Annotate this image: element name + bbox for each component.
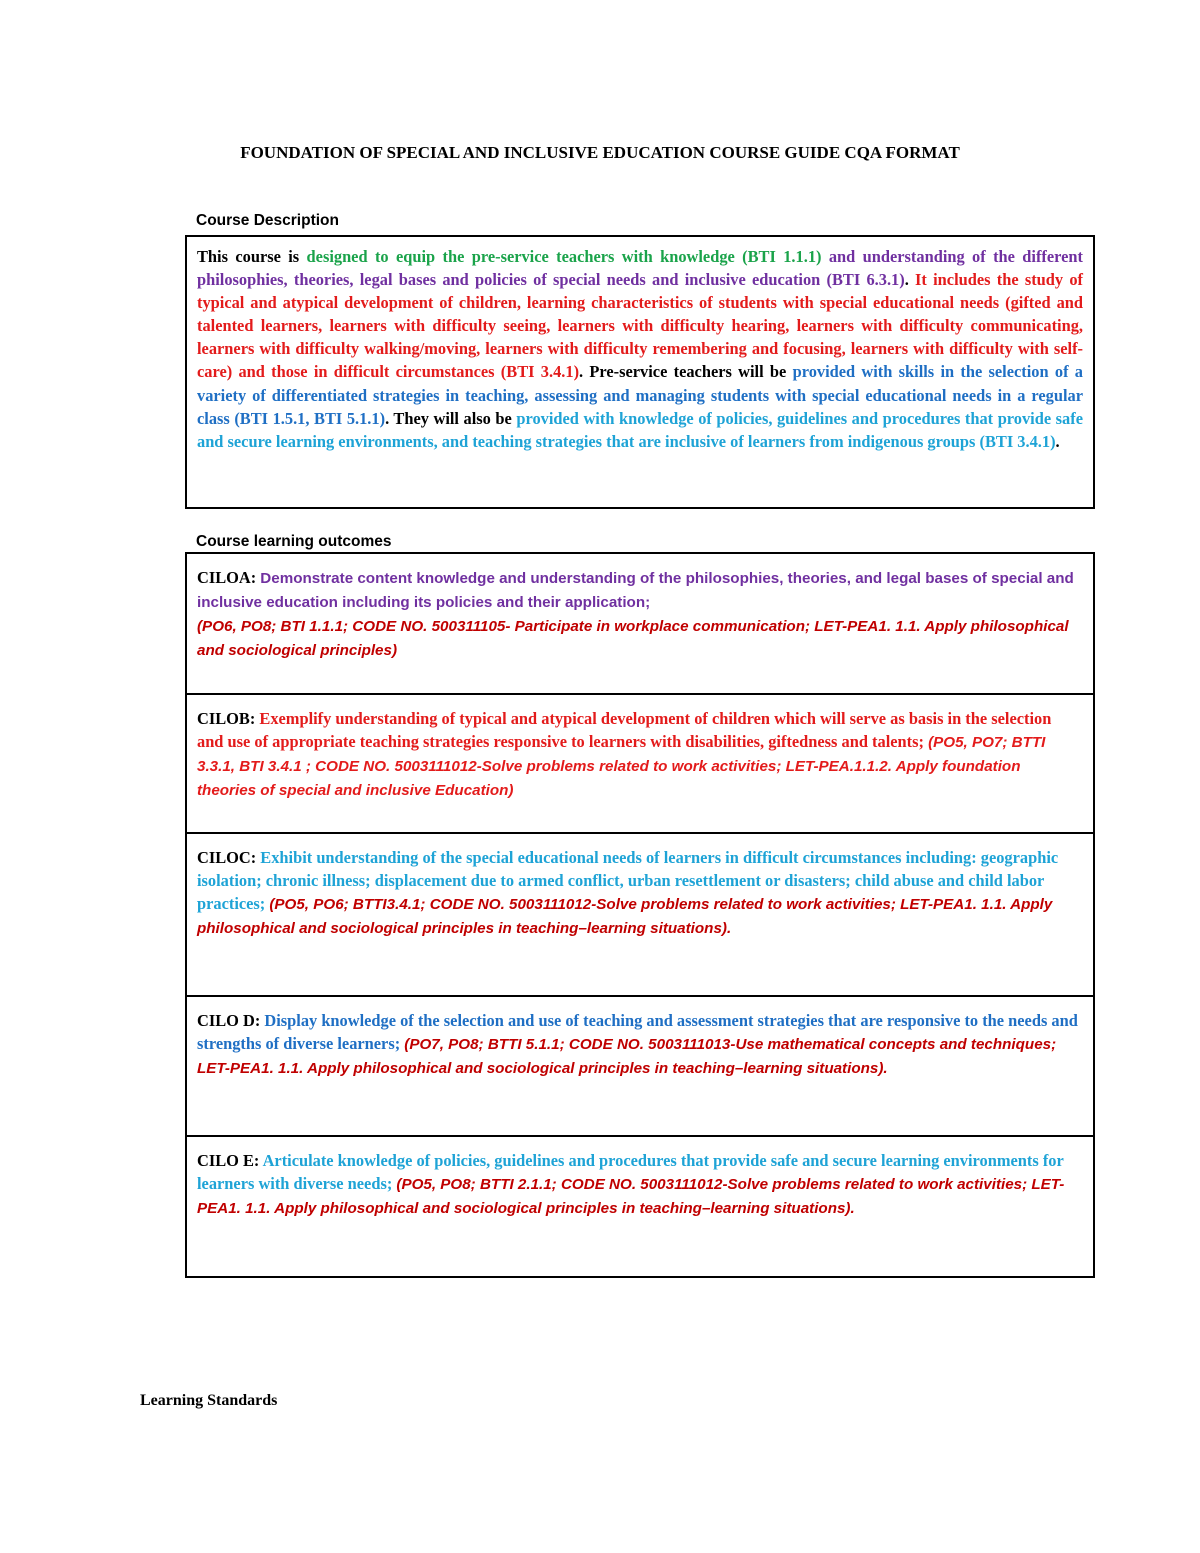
desc-part: . They will also be bbox=[385, 408, 517, 428]
cilo-e-row bbox=[187, 1137, 1093, 1276]
desc-part: provided with skills in the selection of a variety of differentiated strategies in teaching, assessing and managing students with special educational needs in a regular class (BTI 1.5.1, BTI 5.1.1) bbox=[197, 362, 1083, 428]
cilo-a-text: Demonstrate content knowledge and understanding of the philosophies, theories, and legal bases of special and inclusive education including its policies and their application; bbox=[197, 570, 1074, 612]
desc-part: designed to equip the pre-service teachers with knowledge (BTI 1.1.1) bbox=[306, 247, 822, 266]
desc-part: . Pre-service teachers will be bbox=[579, 362, 793, 382]
cilo-b-text: Exemplify understanding of typical and atypical development of children which will serve as basis in the selection and use of appropriate teaching strategies responsive to learners with disabilities, giftedness and talents; bbox=[197, 709, 1052, 752]
cilo-d-text: Display knowledge of the selection and use of teaching and assessment strategies that are responsive to the needs and strengths of diverse learners; bbox=[197, 1011, 1078, 1054]
desc-part: This course is bbox=[197, 247, 307, 266]
cilo-b-id: CILOB: bbox=[197, 709, 260, 728]
learning-outcomes-table bbox=[185, 552, 1095, 1278]
cilo-a-id: CILOA: bbox=[197, 568, 261, 587]
cilo-c-id: CILOC: bbox=[197, 848, 261, 867]
desc-part: . bbox=[904, 270, 916, 290]
learning-standards-label: Learning Standards bbox=[140, 1392, 278, 1409]
page-title: FOUNDATION OF SPECIAL AND INCLUSIVE EDUCATION COURSE GUIDE CQA FORMAT bbox=[240, 143, 960, 162]
cilo-c-text: Exhibit understanding of the special educational needs of learners in difficult circumstances including: geographic isolation; chronic illness; displacement due to armed conflict, urban resettlement or disasters; child abuse and child labor practices; bbox=[197, 848, 1059, 914]
course-description-label: Course Description bbox=[196, 212, 339, 229]
desc-part: . bbox=[1055, 431, 1060, 451]
cilo-e-text: Articulate knowledge of policies, guidelines and procedures that provide safe and secure learning environments for learners with diverse needs; bbox=[197, 1151, 1064, 1194]
cilo-d-row bbox=[187, 997, 1093, 1137]
learning-outcomes-label: Course learning outcomes bbox=[196, 533, 392, 550]
desc-part: provided with knowledge of policies, guidelines and procedures that provide safe and secure learning environments, and teaching strategies that are inclusive of learners from indigenous groups (BTI 3.4.1) bbox=[197, 408, 1083, 451]
cilo-d-code: (PO7, PO8; BTTI 5.1.1; CODE NO. 5003111013-Use mathematical concepts and techniques; LET-PEA1. 1.1. Apply philosophical and sociological principles in teaching–learning situations). bbox=[197, 1036, 1057, 1078]
cilo-e-code: (PO5, PO8; BTTI 2.1.1; CODE NO. 5003111012-Solve problems related to work activities; LET-PEA1. 1.1. Apply philosophical and sociological principles in teaching–learning situations). bbox=[197, 1176, 1065, 1218]
cilo-d-id: CILO D: bbox=[197, 1011, 265, 1030]
cilo-b-code: (PO5, PO7; BTTI 3.3.1, BTI 3.4.1 ; CODE NO. 5003111012-Solve problems related to work activities; LET-PEA.1.1.2. Apply foundation theories of special and inclusive Education) bbox=[197, 734, 1046, 800]
cilo-a-code: (PO6, PO8; BTI 1.1.1; CODE NO. 500311105- Participate in workplace communication; LET-PEA1. 1.1. Apply philosophical and sociological principles) bbox=[197, 618, 1069, 660]
cilo-c-code: (PO5, PO6; BTTI3.4.1; CODE NO. 5003111012-Solve problems related to work activities; LET-PEA1. 1.1. Apply philosophical and sociological principles in teaching–learning situations). bbox=[197, 896, 1053, 938]
course-description-box bbox=[185, 235, 1095, 509]
cilo-b-row bbox=[187, 695, 1093, 834]
desc-part: and understanding of the different philosophies, theories, legal bases and policies of special needs and inclusive education (BTI 6.3.1) bbox=[197, 247, 1083, 290]
cilo-a-row bbox=[187, 554, 1093, 695]
course-description-text bbox=[197, 245, 1083, 453]
desc-part: It includes the study of typical and atypical development of children, learning characteristics of students with special educational needs (gifted and talented learners, learners with difficulty seeing, learners with difficulty hearing, learners with difficulty communicating, learners with difficulty walking/moving, learners with difficulty remembering and focusing, learners with difficulty with self-care) and those in difficult circumstances (BTI 3.4.1) bbox=[197, 270, 1083, 382]
cilo-c-row bbox=[187, 834, 1093, 997]
cilo-e-id: CILO E: bbox=[197, 1151, 263, 1170]
